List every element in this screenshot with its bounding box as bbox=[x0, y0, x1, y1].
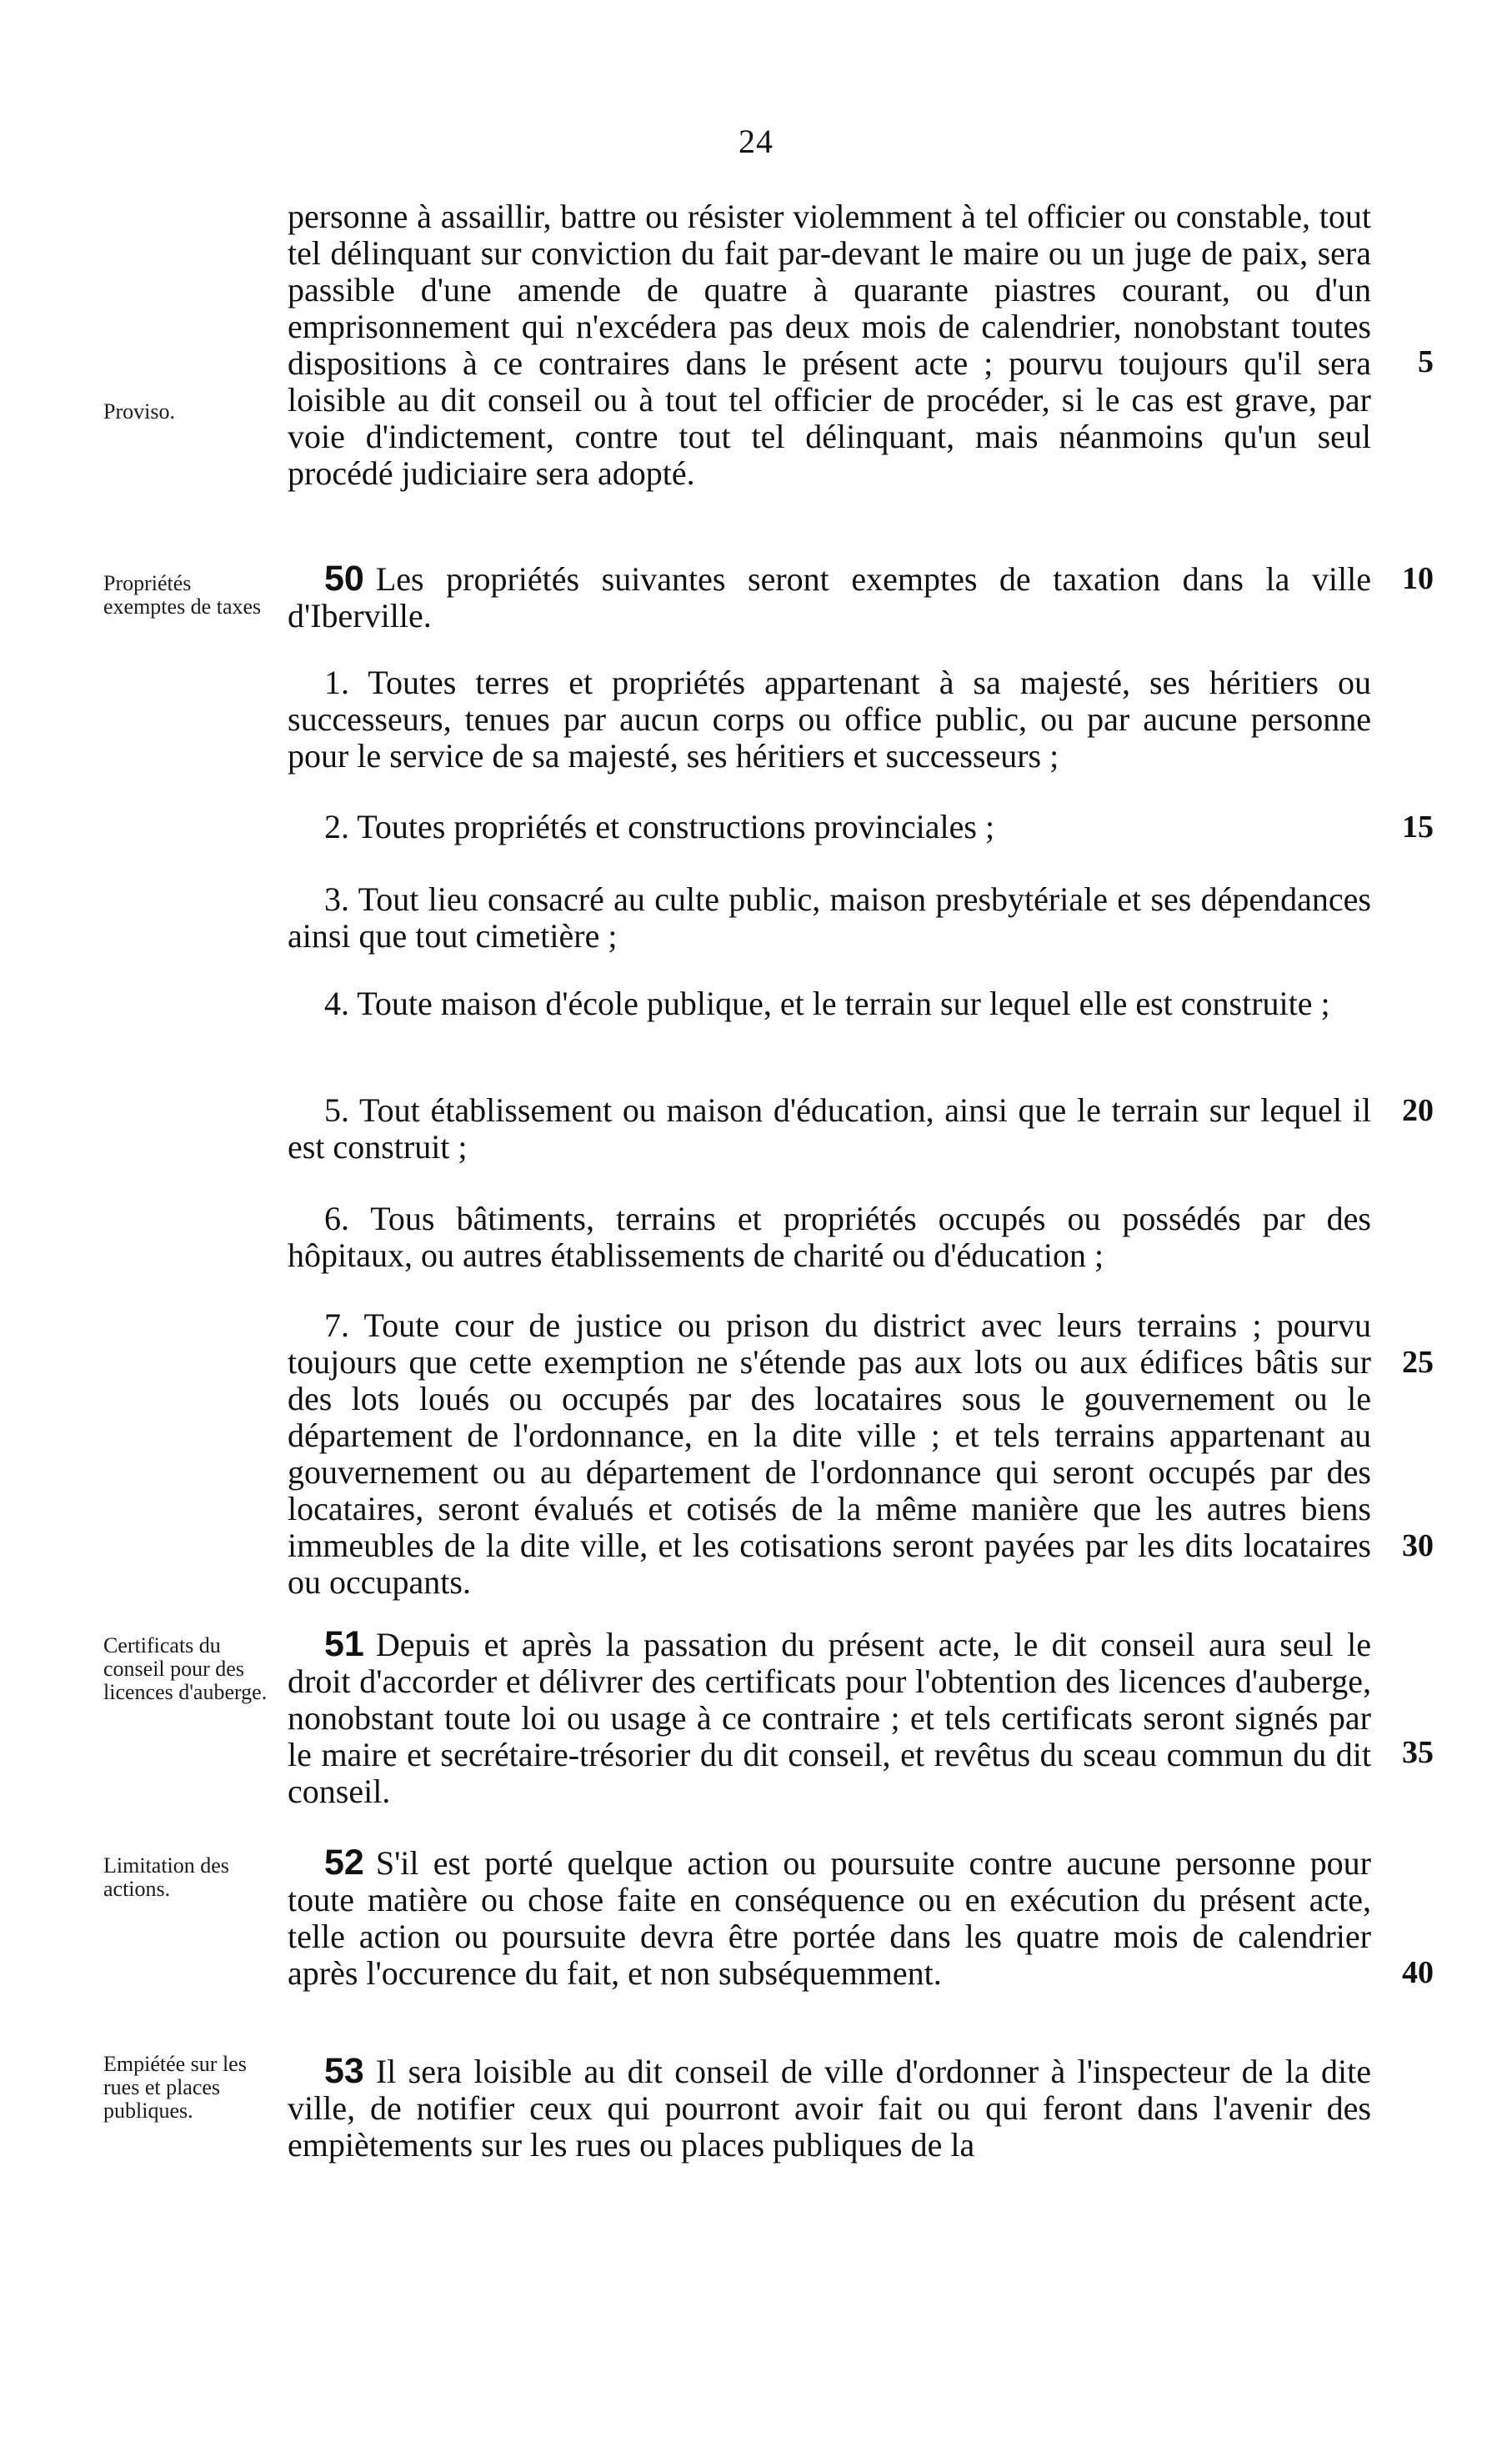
section-text: Il sera loisible au dit conseil de ville d'ordonner à l'inspecteur de la dite ville, de notifier ceux qui pourront avoir fait ou qui feront dans l'avenir des empiètements sur les rues ou places publiques de la bbox=[288, 2053, 1371, 2164]
line-number-15: 15 bbox=[1402, 810, 1434, 845]
section-53 bbox=[288, 2053, 1371, 2164]
list-item-2: 2. Toutes propriétés et constructions provinciales ; bbox=[324, 808, 995, 845]
line-number-25: 25 bbox=[1402, 1345, 1434, 1380]
page-number: 24 bbox=[738, 123, 774, 160]
section-text: S'il est porté quelque action ou poursuite contre aucune personne pour toute matière ou chose faite en conséquence ou en exécution du présent acte, telle action ou poursuite devra être portée dans les quatre mois de calendrier après l'occurence du fait, et non subséquemment. bbox=[288, 1844, 1371, 1992]
margin-note-certificats: Certificats du conseil pour des licences d'auberge. bbox=[103, 1633, 268, 1704]
list-item-4: 4. Toute maison d'école publique, et le terrain sur lequel elle est construite ; bbox=[324, 985, 1330, 1022]
section-52 bbox=[288, 1844, 1371, 1992]
list-item-1: 1. Toutes terres et propriétés appartenant à sa majesté, ses héritiers ou successeurs, tenues par aucun corps ou office public, ou par aucune personne pour le service de sa majesté, ses héritiers et successeurs ; bbox=[288, 664, 1371, 775]
paragraph-intro: personne à assaillir, battre ou résister violemment à tel officier ou constable, tout tel délinquant sur conviction du fait par-devant le maire ou un juge de paix, sera passible d'une amende de quatre à quarante piastres courant, ou d'un emprisonnement qui n'excédera pas deux mois de calendrier, nonobstant toutes dispositions à ce contraires dans le présent acte ; pourvu toujours qu'il sera loisible au dit conseil ou à tout tel officier de procéder, si le cas est grave, par voie d'indictement, contre tout tel délinquant, mais néanmoins qu'un seul procédé judiciaire sera adopté. bbox=[288, 198, 1371, 492]
margin-note-proviso: Proviso. bbox=[103, 399, 175, 424]
section-text: Les propriétés suivantes seront exemptes de taxation dans la ville d'Iberville. bbox=[288, 560, 1371, 634]
list-item-5: 5. Tout établissement ou maison d'éducation, ainsi que le terrain sur lequel il est construit ; bbox=[288, 1091, 1371, 1166]
line-number-20: 20 bbox=[1402, 1093, 1434, 1128]
line-number-5: 5 bbox=[1418, 344, 1434, 379]
margin-note-limitation: Limitation des actions. bbox=[103, 1853, 229, 1901]
section-number: 51 bbox=[324, 1624, 364, 1664]
line-number-40: 40 bbox=[1402, 1955, 1434, 1990]
list-item-3: 3. Tout lieu consacré au culte public, maison presbytériale et ses dépendances ainsi que tout cimetière ; bbox=[288, 880, 1371, 955]
list-item-6: 6. Tous bâtiments, terrains et propriétés occupés ou possédés par des hôpitaux, ou autres établissements de charité ou d'éducation ; bbox=[288, 1200, 1371, 1274]
list-item-7: 7. Toute cour de justice ou prison du district avec leurs terrains ; pourvu toujours que cette exemption ne s'étende pas aux lots ou aux édifices bâtis sur des lots loués ou occupés par des locataires sous le gouvernement ou le département de l'ordonnance, en la dite ville ; et tels terrains appartenant au gouvernement ou au département de l'ordonnance qui seront occupés par des locataires, seront évalués et cotisés de la même manière que les autres biens immeubles de la dite ville, et les cotisations seront payées par les dits locataires ou occupants. bbox=[288, 1306, 1371, 1601]
margin-note-proprietes: Propriétés exemptes de taxes bbox=[103, 571, 262, 619]
line-number-30: 30 bbox=[1402, 1528, 1434, 1563]
line-number-35: 35 bbox=[1402, 1735, 1434, 1770]
section-51 bbox=[288, 1626, 1371, 1810]
line-number-10: 10 bbox=[1402, 561, 1434, 596]
section-number: 50 bbox=[324, 559, 364, 599]
section-text: Depuis et après la passation du présent acte, le dit conseil aura seul le droit d'accorder et délivrer des certificats pour l'obtention des licences d'auberge, nonobstant toute loi ou usage à ce contraire ; et tels certificats seront signés par le maire et secrétaire-trésorier du dit conseil, et revêtus du sceau commun du dit conseil. bbox=[288, 1626, 1371, 1810]
margin-note-empietee: Empiétée sur les rues et places publiques. bbox=[103, 2052, 247, 2123]
section-number: 53 bbox=[324, 2051, 364, 2091]
section-50 bbox=[288, 560, 1371, 634]
section-number: 52 bbox=[324, 1843, 364, 1883]
